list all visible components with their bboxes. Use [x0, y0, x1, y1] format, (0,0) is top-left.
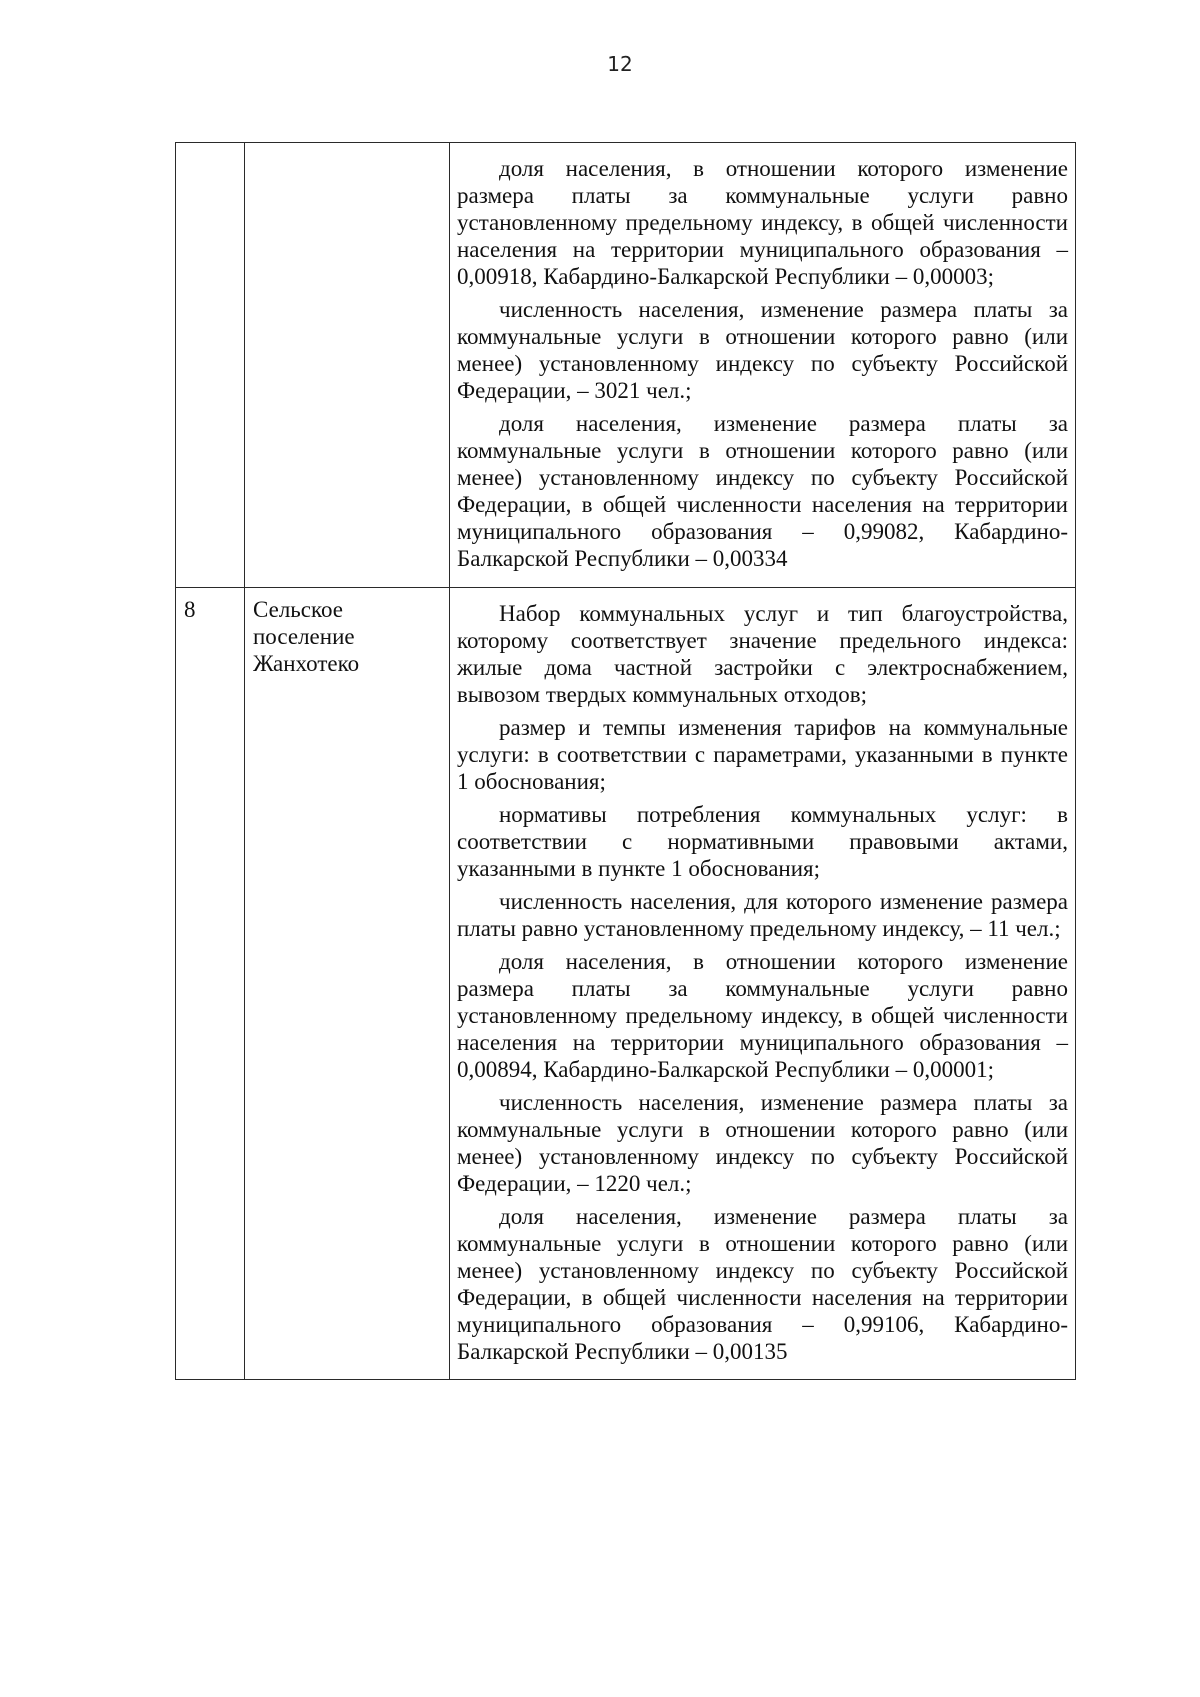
description-paragraph: доля населения, в отношении которого изменение размера платы за коммунальные услуги равно установленному предельному индексу, в общей численности населения на территории муниципального образования – 0,00918, Кабардино-Балкарской Республики – 0,00003; [457, 156, 1068, 289]
description-paragraph: Набор коммунальных услуг и тип благоустройства, которому соответствует значение предельного индекса: жилые дома частной застройки с электроснабжением, вывозом твердых коммунальных отходов; [457, 601, 1068, 707]
description-paragraph: доля населения, изменение размера платы за коммунальные услуги в отношении которого равно (или менее) установленному индексу по субъекту Российской Федерации, в общей численности населения на территории муниципального образования – 0,99082, Кабардино-Балкарской Республики – 0,00334 [457, 411, 1068, 571]
description-paragraph: размер и темпы изменения тарифов на коммунальные услуги: в соответствии с параметрами, указанными в пункте 1 обоснования; [457, 715, 1068, 794]
description-paragraph: нормативы потребления коммунальных услуг: в соответствии с нормативными правовыми актами, указанными в пункте 1 обоснования; [457, 802, 1068, 881]
document-table [175, 142, 1076, 1380]
description-paragraph: численность населения, для которого изменение размера платы равно установленному предельному индексу, – 11 чел.; [457, 889, 1068, 941]
table-row [176, 143, 1076, 588]
row-description-cell [450, 588, 1076, 1380]
description-paragraph: численность населения, изменение размера платы за коммунальные услуги в отношении которого равно (или менее) установленному индексу по субъекту Российской Федерации, – 3021 чел.; [457, 297, 1068, 403]
row-number-cell: 8 [176, 588, 245, 1380]
row-name-cell: Сельское поселение Жанхотеко [245, 588, 450, 1380]
row-number-cell [176, 143, 245, 588]
description-paragraph: доля населения, в отношении которого изменение размера платы за коммунальные услуги равно установленному предельному индексу, в общей численности населения на территории муниципального образования – 0,00894, Кабардино-Балкарской Республики – 0,00001; [457, 949, 1068, 1082]
row-description-cell [450, 143, 1076, 588]
page-number: 12 [607, 52, 633, 76]
description-paragraph: доля населения, изменение размера платы за коммунальные услуги в отношении которого равно (или менее) установленному индексу по субъекту Российской Федерации, в общей численности населения на территории муниципального образования – 0,99106, Кабардино-Балкарской Республики – 0,00135 [457, 1204, 1068, 1364]
table-row [176, 588, 1076, 1380]
description-paragraph: численность населения, изменение размера платы за коммунальные услуги в отношении которого равно (или менее) установленному индексу по субъекту Российской Федерации, – 1220 чел.; [457, 1090, 1068, 1196]
row-name-cell [245, 143, 450, 588]
